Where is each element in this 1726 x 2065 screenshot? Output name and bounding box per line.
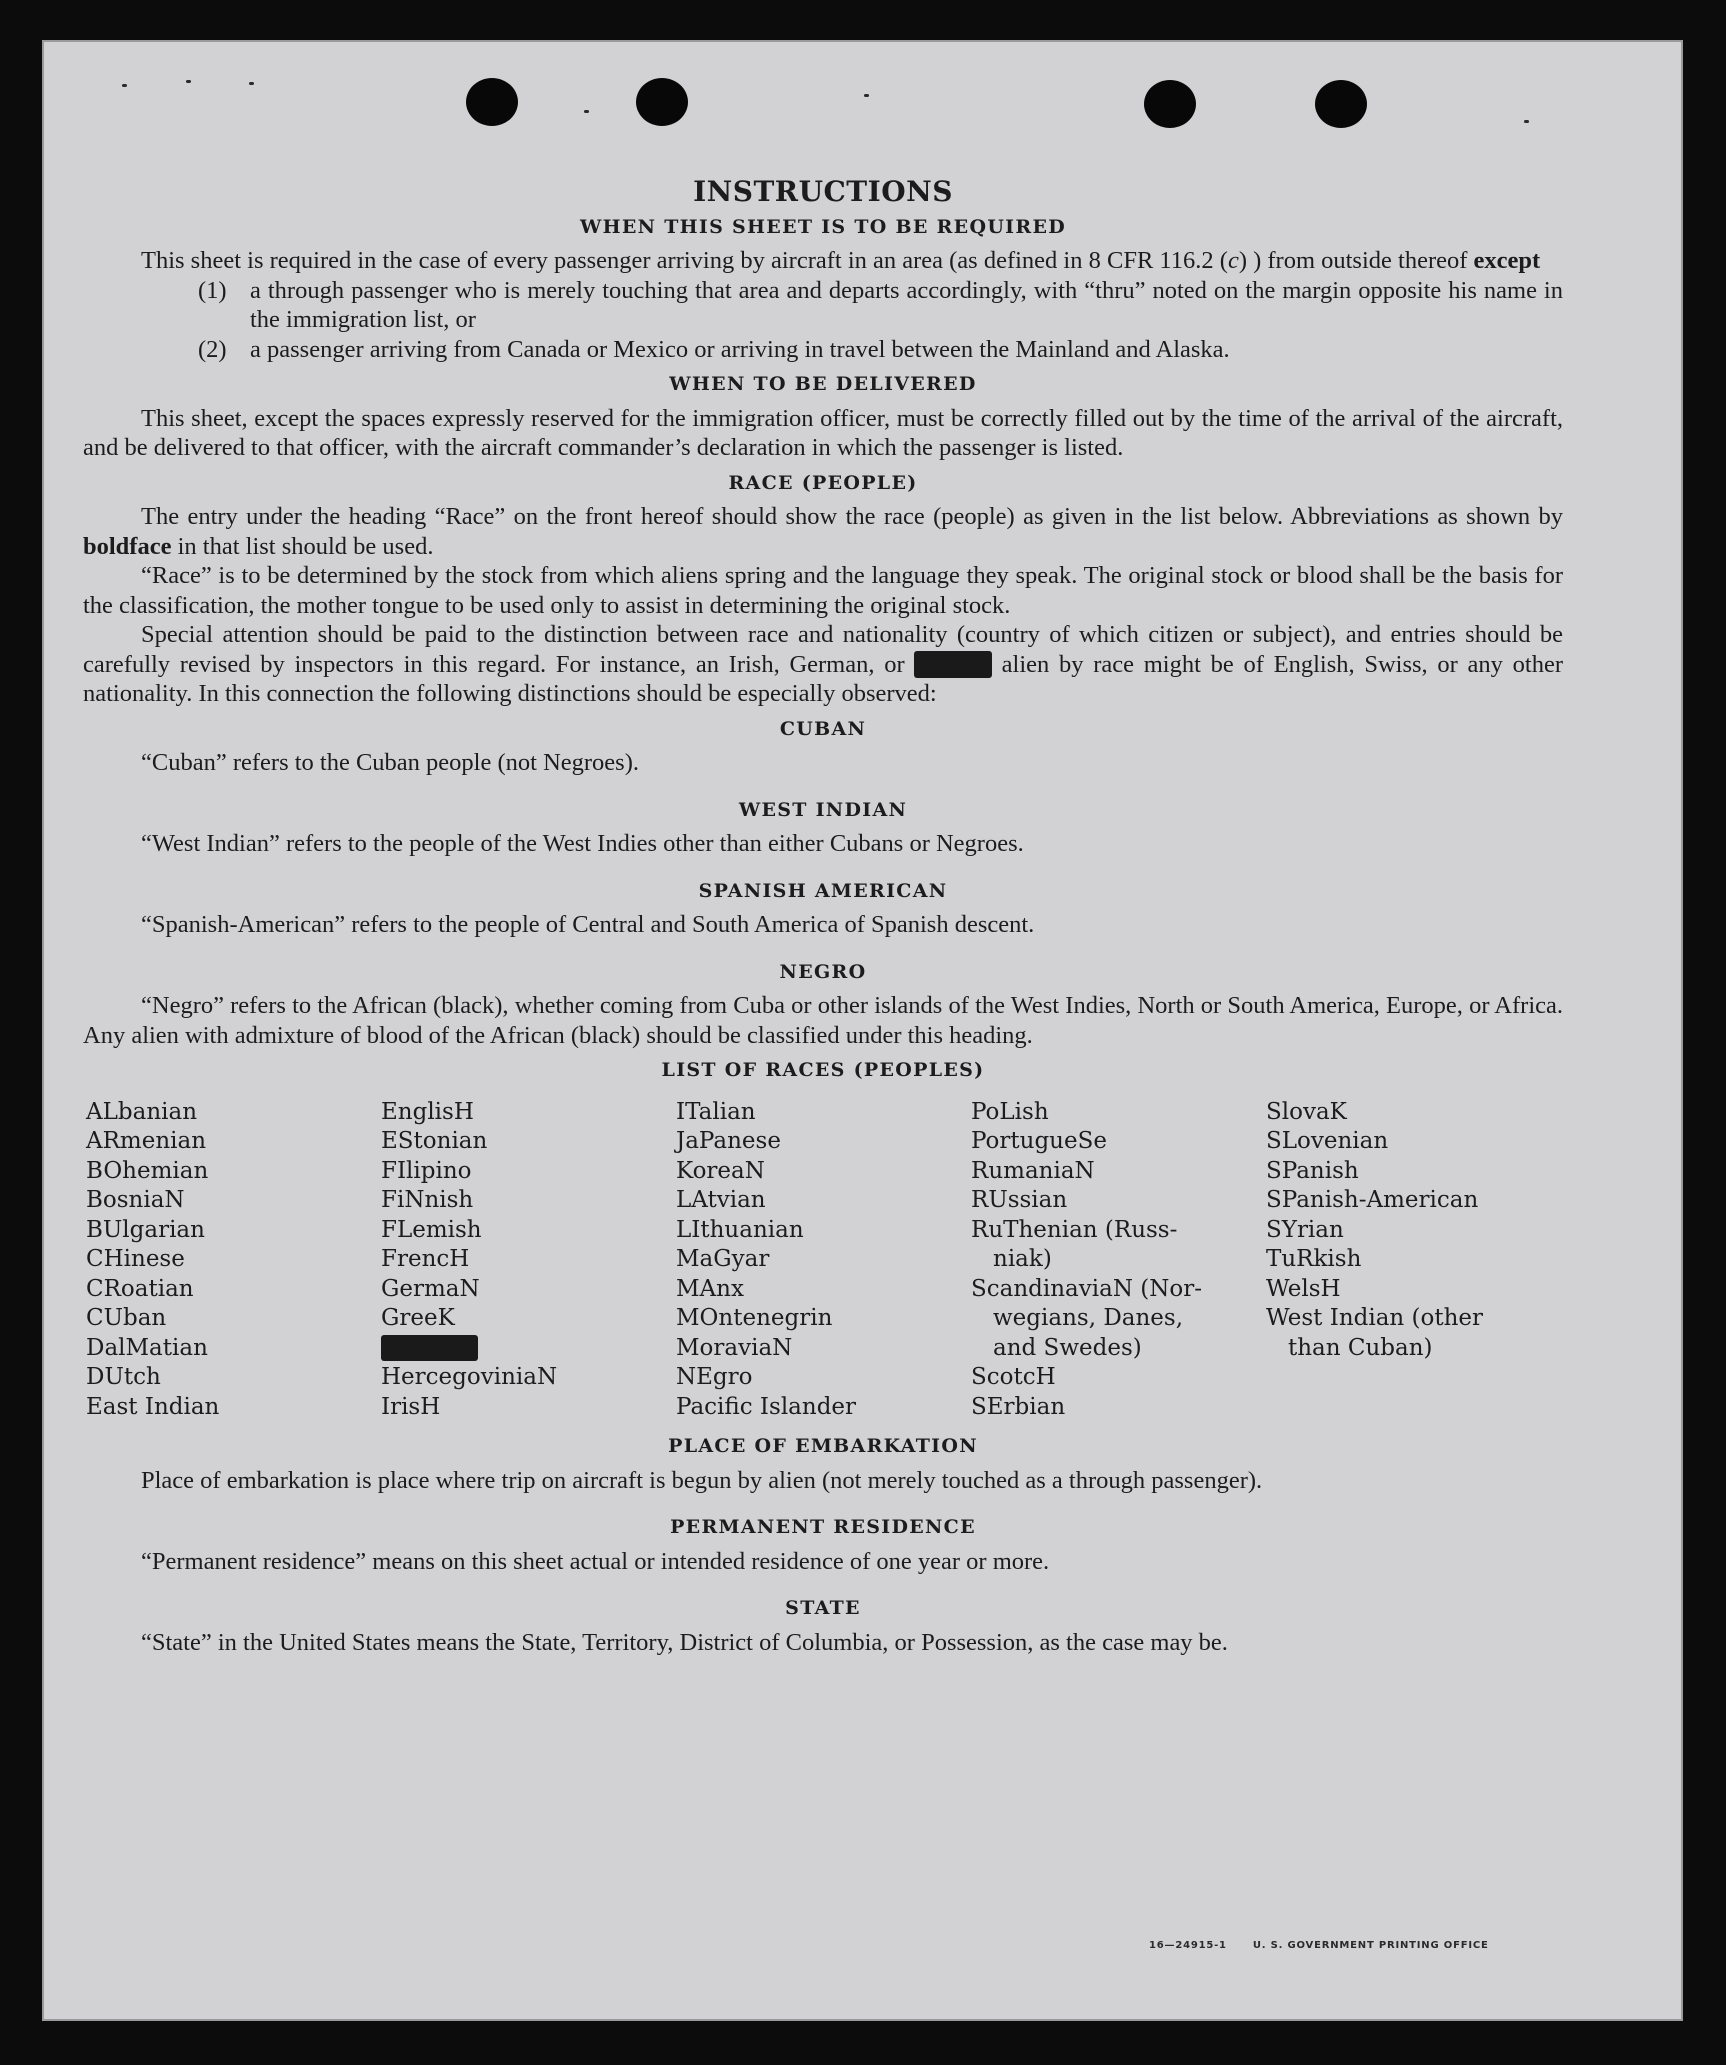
section-heading: CUBAN: [779, 717, 867, 740]
paragraph: “State” in the United States means the State, Territory, District of Columbia, or Possession, as the case may be.: [141, 1628, 1228, 1656]
race-column: [1266, 1098, 1566, 1423]
speck: [584, 110, 589, 113]
race-entry: SPanish-American: [1266, 1187, 1479, 1213]
race-entry: BOhemian: [86, 1157, 209, 1184]
race-column: [971, 1098, 1266, 1423]
paragraph: “Spanish-American” refers to the people of Central and South America of Spanish descent.: [141, 911, 1035, 938]
paragraph: Special attention should be paid to the distinction between race and nationality (country of which citizen or subject), and entries should be carefully revised by inspectors in this regard. For instance, an Irish, German, or Hebrew alien by race might be of English, Swiss, or any other nationality. In this connection the following distinctions should be especially observed:: [83, 621, 1563, 707]
section-heading: STATE: [785, 1597, 861, 1619]
race-entry-continued: wegians, Danes,: [993, 1305, 1184, 1331]
printer-name: U. S. GOVERNMENT PRINTING OFFICE: [1252, 1940, 1489, 1951]
race-entry: RumaniaN: [971, 1157, 1095, 1184]
race-entry: MAnx: [676, 1275, 744, 1302]
printer-imprint: [1149, 1940, 1489, 1951]
race-column: [86, 1098, 381, 1423]
race-entry: FIlipino: [381, 1157, 472, 1184]
form-number: 16—24915-1: [1149, 1940, 1227, 1951]
race-entry-continued: and Swedes): [993, 1334, 1142, 1361]
race-entry: CUban: [86, 1305, 167, 1331]
paragraph: This sheet is required in the case of every passenger arriving by aircraft in an area (as defined in 8 CFR 116.2 (c) ) from outside thereof except: [141, 247, 1541, 274]
race-entry: GermaN: [381, 1275, 480, 1302]
paragraph: “Cuban” refers to the Cuban people (not Negroes).: [141, 749, 639, 776]
race-entry: CRoatian: [86, 1275, 194, 1302]
race-entry: WelsH: [1266, 1275, 1341, 1302]
race-column: [676, 1098, 971, 1423]
race-entry: RUssian: [971, 1187, 1068, 1213]
section-heading: WHEN TO BE DELIVERED: [669, 373, 977, 395]
document-page: [42, 40, 1683, 2021]
binder-hole: [1144, 80, 1196, 128]
race-entry: ScotcH: [971, 1364, 1056, 1390]
race-entry: HercegoviniaN: [381, 1364, 558, 1390]
race-entry: JaPanese: [676, 1128, 781, 1154]
race-column: [381, 1098, 676, 1423]
paragraph: This sheet, except the spaces expressly reserved for the immigration officer, must be correctly filled out by the time of the arrival of the aircraft, and be delivered to that officer, with the aircraft commander’s declaration in which the passenger is listed.: [83, 404, 1563, 461]
speck: [249, 82, 254, 85]
race-entry: BUlgarian: [86, 1216, 205, 1243]
race-entry: ARmenian: [86, 1128, 207, 1154]
race-entry: LIthuanian: [676, 1216, 804, 1243]
redacted-word: Hebrew: [914, 650, 992, 678]
race-entry: SLovenian: [1266, 1128, 1389, 1154]
race-entry: ITalian: [676, 1098, 756, 1125]
binder-hole: [636, 78, 688, 126]
race-entry: ALbanian: [86, 1098, 198, 1125]
race-entry-continued: than Cuban): [1288, 1334, 1433, 1361]
section-heading: RACE (PEOPLE): [728, 471, 918, 494]
race-entry: SYrian: [1266, 1216, 1344, 1243]
binder-hole: [466, 78, 518, 126]
section-heading: WHEN THIS SHEET IS TO BE REQUIRED: [579, 215, 1067, 238]
race-entry: IrisH: [381, 1393, 441, 1420]
section-heading: LIST OF RACES (PEOPLES): [661, 1059, 985, 1081]
race-entry: West Indian (other: [1266, 1305, 1484, 1331]
section-heading: PLACE OF EMBARKATION: [668, 1435, 978, 1457]
race-entry: SErbian: [971, 1393, 1066, 1420]
race-entry: NEgro: [676, 1364, 753, 1390]
race-entry: MaGyar: [676, 1246, 770, 1272]
race-entry: FiNnish: [381, 1187, 474, 1213]
race-entry: FLemish: [381, 1216, 482, 1243]
race-entry-struck: HebreW: [381, 1334, 478, 1361]
race-entry: MOntenegrin: [676, 1305, 833, 1331]
paragraph: The entry under the heading “Race” on the front hereof should show the race (people) as given in the list below. Abbreviations as shown by boldface in that list should be used.: [83, 503, 1563, 560]
race-entry: PoLish: [971, 1098, 1049, 1125]
race-entry: MoraviaN: [676, 1334, 793, 1361]
list-item: (2) a passenger arriving from Canada or Mexico or arriving in travel between the Mainland and Alaska.: [198, 335, 1230, 363]
race-entry: TuRkish: [1266, 1246, 1362, 1272]
list-item: (1) a through passenger who is merely touching that area and departs accordingly, with “thru” noted on the margin opposite his name in the immigration list, or: [198, 276, 1563, 333]
section-heading: NEGRO: [779, 960, 867, 983]
paragraph: “Permanent residence” means on this sheet actual or intended residence of one year or more.: [141, 1547, 1050, 1575]
race-entry: PortugueSe: [971, 1128, 1107, 1154]
race-entry: LAtvian: [676, 1187, 766, 1213]
race-entry: DUtch: [86, 1364, 161, 1390]
instructions-body: [83, 177, 1563, 1657]
paragraph: “Negro” refers to the African (black), whether coming from Cuba or other islands of the West Indies, North or South America, Europe, or Africa. Any alien with admixture of blood of the African (black) should be classified under this heading.: [83, 992, 1563, 1049]
race-entry: DalMatian: [86, 1334, 208, 1361]
section-heading: SPANISH AMERICAN: [698, 879, 948, 902]
race-entry: BosniaN: [86, 1187, 185, 1213]
race-entry: EStonian: [381, 1128, 488, 1154]
paragraph: “West Indian” refers to the people of the West Indies other than either Cubans or Negroes.: [141, 830, 1024, 857]
paragraph: “Race” is to be determined by the stock from which aliens spring and the language they speak. The original stock or blood shall be the basis for the classification, the mother tongue to be used only to assist in determining the original stock.: [83, 562, 1563, 619]
race-entry: Pacific Islander: [676, 1393, 857, 1420]
race-entry: KoreaN: [676, 1157, 765, 1184]
race-entry: RuThenian (Russ-: [971, 1216, 1178, 1243]
speck: [186, 80, 191, 83]
page-title: INSTRUCTIONS: [693, 175, 953, 208]
race-entry: EnglisH: [381, 1098, 474, 1125]
race-entry: ScandinaviaN (Nor-: [971, 1275, 1202, 1302]
section-heading: PERMANENT RESIDENCE: [670, 1516, 976, 1538]
race-entry-continued: niak): [993, 1246, 1052, 1272]
race-entry: SlovaK: [1266, 1098, 1347, 1125]
race-list: [86, 1098, 1563, 1423]
speck: [1524, 120, 1529, 123]
race-entry: SPanish: [1266, 1157, 1359, 1184]
race-entry: East Indian: [86, 1393, 220, 1420]
race-entry: CHinese: [86, 1246, 185, 1272]
race-entry: GreeK: [381, 1305, 455, 1331]
binder-hole: [1315, 80, 1367, 128]
speck: [122, 84, 127, 87]
section-heading: WEST INDIAN: [738, 798, 908, 821]
race-entry: FrencH: [381, 1246, 470, 1272]
paragraph: Place of embarkation is place where trip on aircraft is begun by alien (not merely touched as a through passenger).: [141, 1466, 1263, 1494]
speck: [864, 94, 869, 97]
